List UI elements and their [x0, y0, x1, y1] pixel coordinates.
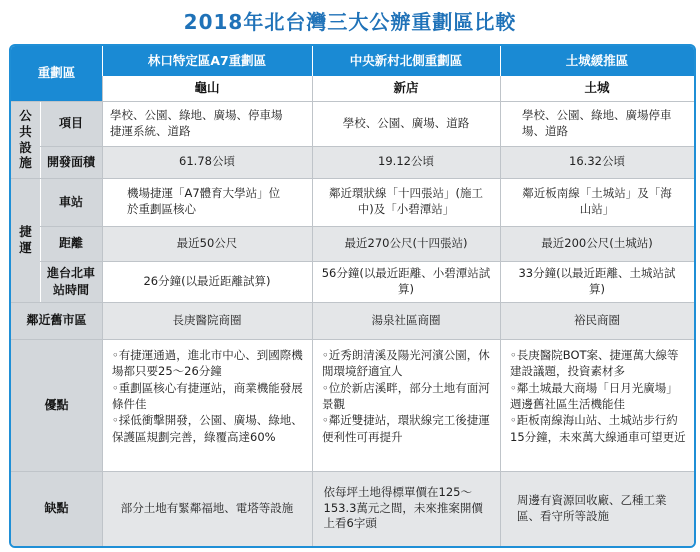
- label-cons: 缺點: [11, 471, 102, 546]
- grid-hline-3: [40, 226, 694, 227]
- cons-a7: 部分土地有緊鄰福地、電塔等設施: [102, 471, 312, 546]
- pros-zhongyang-item-1: ◦近秀朗清溪及陽光河濱公園，休閒環境舒適宜人: [322, 348, 490, 379]
- label-travel-time-text: 進台北車站時間: [46, 266, 95, 297]
- label-station: 車站: [40, 178, 102, 226]
- distance-tucheng: 最近200公尺(土城站): [500, 226, 694, 261]
- pros-tucheng-item-2: ◦鄰土城最大商場「日月光廣場」週邊舊社區生活機能佳: [510, 380, 678, 411]
- label-market: 鄰近舊市區: [11, 302, 102, 339]
- station-zhongyang: [312, 178, 500, 226]
- items-a7: [102, 101, 312, 146]
- pros-tucheng-item-3: ◦距板南線海山站、土城站步行約15分鐘，未來萬大線通車可望更近: [510, 413, 686, 444]
- pros-a7: [102, 339, 312, 471]
- header-city-xindian: 新店: [312, 76, 500, 101]
- time-zhongyang: [312, 261, 500, 302]
- station-zhongyang-text: 鄰近環狀線「十四張站」(施工中)及「小碧潭站」: [329, 186, 483, 216]
- grid-hline-7: [11, 471, 694, 472]
- header-city-tucheng: 土城: [500, 76, 694, 101]
- distance-a7: 最近50公尺: [102, 226, 312, 261]
- station-tucheng: [500, 178, 694, 226]
- items-tucheng: [500, 101, 694, 146]
- group-public-facilities: [11, 101, 40, 178]
- items-a7-text: 學校、公園、綠地、廣場、停車場捷運系統、道路: [110, 107, 283, 138]
- group-public-facilities-label: 公共設施: [19, 108, 32, 171]
- header-divider-1: [102, 46, 103, 76]
- pros-a7-item-2: ◦重劃區核心有捷運站，商業機能發展條件佳: [112, 380, 303, 411]
- time-tucheng: [500, 261, 694, 302]
- grid-hline-2: [11, 178, 694, 179]
- header-zone-tucheng: 土城緩推區: [500, 46, 694, 76]
- station-a7-text: 機場捷運「A7體育大學站」位於重劃區核心: [127, 186, 281, 216]
- header-zone-label: 重劃區: [11, 46, 102, 101]
- pros-tucheng-item-1: ◦長庚醫院BOT案、捷運萬大線等建設議題，投資素材多: [510, 348, 679, 379]
- grid-hline-4: [40, 261, 694, 262]
- comparison-table: [9, 44, 696, 548]
- items-tucheng-text: 學校、公園、綠地、廣場停車場、道路: [522, 107, 672, 138]
- header-zone-a7: 林口特定區A7重劃區: [102, 46, 312, 76]
- label-travel-time: [40, 261, 102, 302]
- label-area: 開發面積: [40, 146, 102, 178]
- area-tucheng: 16.32公頃: [500, 146, 694, 178]
- header-city-guishan: 龜山: [102, 76, 312, 101]
- items-zhongyang: 學校、公園、廣場、道路: [312, 101, 500, 146]
- grid-hline-1: [40, 146, 694, 147]
- page-title: 2018年北台灣三大公辦重劃區比較: [183, 10, 517, 34]
- cons-zhongyang-text: 依每坪土地得標單價在125～153.3萬元之間，未來推案開價上看6字頭: [323, 485, 483, 531]
- label-pros: 優點: [11, 339, 102, 471]
- market-a7: 長庚醫院商圈: [102, 302, 312, 339]
- station-tucheng-text: 鄰近板南線「土城站」及「海山站」: [522, 186, 672, 216]
- pros-tucheng: [500, 339, 694, 471]
- cons-tucheng-text: 周邊有資源回收廠、乙種工業區、看守所等設施: [517, 492, 667, 523]
- time-a7-text: 26分鐘(以最近距離試算): [143, 273, 271, 288]
- header-divider-2: [312, 46, 313, 76]
- group-mrt: [11, 178, 40, 302]
- station-a7: [102, 178, 312, 226]
- cons-zhongyang: [312, 471, 500, 546]
- header-zone-zhongyang: 中央新村北側重劃區: [312, 46, 500, 76]
- label-items: 項目: [40, 101, 102, 146]
- distance-zhongyang: 最近270公尺(十四張站): [312, 226, 500, 261]
- header-divider-3: [500, 46, 501, 76]
- pros-a7-item-1: ◦有捷運通過，進北市中心、到國際機場都只要25～26分鐘: [112, 348, 303, 379]
- time-tucheng-text: 33分鐘(以最近距離、土城站試算): [518, 265, 676, 296]
- grid-vline-group: [40, 101, 41, 302]
- market-zhongyang: 湯泉社區商圈: [312, 302, 500, 339]
- label-distance: 距離: [40, 226, 102, 261]
- pros-zhongyang: [312, 339, 500, 471]
- grid-hline-5: [11, 302, 694, 303]
- group-mrt-label: 捷運: [19, 224, 32, 255]
- market-tucheng: 裕民商圈: [500, 302, 694, 339]
- grid-hline-6: [11, 339, 694, 340]
- pros-zhongyang-item-2: ◦位於新店溪畔，部分土地有面河景觀: [322, 380, 490, 411]
- time-zhongyang-text: 56分鐘(以最近距離、小碧潭站試算): [321, 265, 491, 296]
- pros-a7-item-3: ◦採低衝擊開發，公園、廣場、綠地、保護區規劃完善，綠覆高達60%: [112, 413, 303, 444]
- pros-zhongyang-item-3: ◦鄰近雙捷站，環狀線完工後捷運便利性可再提升: [322, 413, 490, 444]
- area-zhongyang: 19.12公頃: [312, 146, 500, 178]
- cons-tucheng: [500, 471, 694, 546]
- time-a7: [102, 261, 312, 302]
- grid-hline-header: [11, 101, 694, 102]
- area-a7: 61.78公頃: [102, 146, 312, 178]
